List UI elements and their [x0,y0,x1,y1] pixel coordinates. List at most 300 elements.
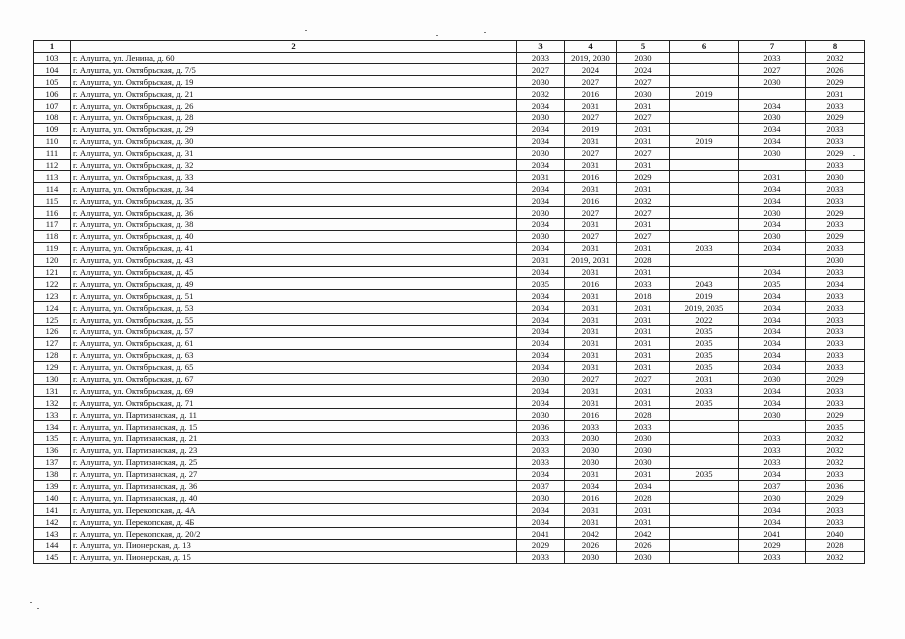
cell-col-3: 2033 [517,433,565,445]
cell-col-3: 2034 [517,468,565,480]
cell-col-5: 2031 [617,516,670,528]
table-row [34,409,865,421]
cell-row-number: 127 [34,337,71,349]
cell-col-6: 2019, 2035 [670,302,739,314]
cell-col-7: 2034 [739,218,806,230]
cell-col-4: 2027 [565,76,617,88]
cell-col-3: 2035 [517,278,565,290]
cell-col-4: 2031 [565,516,617,528]
cell-col-3: 2034 [517,361,565,373]
cell-col-7: 2034 [739,337,806,349]
cell-col-7: 2031 [739,171,806,183]
cell-col-3: 2034 [517,242,565,254]
cell-col-4: 2031 [565,290,617,302]
cell-col-6: 2019 [670,88,739,100]
cell-address: г. Алушта, ул. Октябрьская, д. 71 [71,397,517,409]
cell-row-number: 133 [34,409,71,421]
cell-col-8: 2029 [806,147,865,159]
cell-col-3: 2030 [517,147,565,159]
cell-col-8: 2033 [806,100,865,112]
cell-col-8: 2029 [806,409,865,421]
cell-row-number: 126 [34,325,71,337]
cell-col-8: 2033 [806,504,865,516]
cell-col-3: 2030 [517,230,565,242]
cell-col-8: 2033 [806,397,865,409]
table-row [34,373,865,385]
cell-col-6: 2031 [670,373,739,385]
table-row [34,325,865,337]
cell-col-5: 2031 [617,361,670,373]
cell-col-5: 2018 [617,290,670,302]
cell-col-5: 2030 [617,456,670,468]
cell-col-6 [670,230,739,242]
cell-address: г. Алушта, ул. Октябрьская, д. 49 [71,278,517,290]
cell-col-4: 2031 [565,468,617,480]
cell-col-5: 2027 [617,373,670,385]
cell-row-number: 138 [34,468,71,480]
cell-col-5: 2027 [617,230,670,242]
cell-col-8: 2033 [806,123,865,135]
scan-speck [853,155,855,156]
table-row [34,52,865,64]
table-row [34,444,865,456]
cell-col-7: 2037 [739,480,806,492]
cell-col-5: 2031 [617,397,670,409]
cell-col-3: 2030 [517,492,565,504]
cell-col-5: 2030 [617,551,670,563]
cell-col-8: 2033 [806,218,865,230]
cell-col-8: 2033 [806,349,865,361]
cell-col-5: 2030 [617,52,670,64]
cell-address: г. Алушта, ул. Октябрьская, д. 30 [71,135,517,147]
table-row [34,290,865,302]
cell-col-7 [739,254,806,266]
table-row [34,468,865,480]
cell-col-3: 2034 [517,123,565,135]
cell-address: г. Алушта, ул. Октябрьская, д. 21 [71,88,517,100]
table-row [34,480,865,492]
cell-address: г. Алушта, ул. Октябрьская, д. 61 [71,337,517,349]
cell-address: г. Алушта, ул. Октябрьская, д. 35 [71,195,517,207]
schedule-table [33,40,865,564]
cell-address: г. Алушта, ул. Октябрьская, д. 69 [71,385,517,397]
table-row [34,456,865,468]
cell-col-5: 2031 [617,159,670,171]
cell-row-number: 117 [34,218,71,230]
cell-col-7: 2034 [739,325,806,337]
cell-col-3: 2034 [517,397,565,409]
cell-col-8: 2033 [806,290,865,302]
table-row [34,88,865,100]
cell-row-number: 142 [34,516,71,528]
cell-col-7: 2034 [739,516,806,528]
cell-col-8: 2036 [806,480,865,492]
table-row [34,540,865,552]
cell-row-number: 140 [34,492,71,504]
cell-address: г. Алушта, ул. Октябрьская, д. 38 [71,218,517,230]
cell-col-8: 2029 [806,111,865,123]
scan-speck [436,35,438,36]
table-row [34,218,865,230]
cell-col-6 [670,207,739,219]
scan-speck [484,32,486,33]
cell-col-6 [670,147,739,159]
cell-col-5: 2030 [617,444,670,456]
cell-address: г. Алушта, ул. Перекопская, д. 4Б [71,516,517,528]
cell-col-7 [739,421,806,433]
cell-col-5: 2031 [617,183,670,195]
cell-col-4: 2024 [565,64,617,76]
cell-col-3: 2030 [517,207,565,219]
cell-col-4: 2030 [565,456,617,468]
cell-col-4: 2027 [565,230,617,242]
table-row [34,135,865,147]
cell-row-number: 144 [34,540,71,552]
cell-col-7: 2034 [739,100,806,112]
cell-col-8: 2033 [806,314,865,326]
cell-col-7: 2034 [739,361,806,373]
cell-col-8: 2033 [806,159,865,171]
cell-col-6 [670,254,739,266]
cell-col-4: 2016 [565,492,617,504]
cell-col-8: 2032 [806,456,865,468]
cell-row-number: 112 [34,159,71,171]
cell-col-3: 2034 [517,100,565,112]
table-row [34,171,865,183]
cell-col-3: 2041 [517,528,565,540]
table-row [34,337,865,349]
cell-row-number: 116 [34,207,71,219]
cell-row-number: 113 [34,171,71,183]
cell-col-7: 2030 [739,111,806,123]
cell-row-number: 120 [34,254,71,266]
cell-address: г. Алушта, ул. Партизанская, д. 25 [71,456,517,468]
cell-col-3: 2030 [517,76,565,88]
cell-address: г. Алушта, ул. Октябрьская, д. 55 [71,314,517,326]
cell-col-5: 2033 [617,278,670,290]
cell-col-8: 2034 [806,278,865,290]
cell-col-6 [670,492,739,504]
cell-col-5: 2031 [617,504,670,516]
cell-col-4: 2019, 2030 [565,52,617,64]
cell-col-7 [739,159,806,171]
cell-col-4: 2030 [565,433,617,445]
table-row [34,100,865,112]
scan-speck [305,30,307,31]
cell-col-8: 2029 [806,76,865,88]
table-row [34,504,865,516]
cell-col-6: 2033 [670,385,739,397]
cell-col-6 [670,183,739,195]
cell-col-6 [670,123,739,135]
cell-col-4: 2030 [565,444,617,456]
cell-address: г. Алушта, ул. Октябрьская, д. 43 [71,254,517,266]
cell-col-4: 2031 [565,325,617,337]
cell-row-number: 108 [34,111,71,123]
cell-col-4: 2016 [565,195,617,207]
cell-col-7: 2034 [739,302,806,314]
cell-col-3: 2034 [517,266,565,278]
cell-col-4: 2031 [565,302,617,314]
cell-col-8: 2033 [806,361,865,373]
cell-col-3: 2034 [517,516,565,528]
cell-col-6 [670,218,739,230]
cell-col-8: 2029 [806,373,865,385]
cell-col-8: 2032 [806,551,865,563]
column-header-2: 2 [71,41,517,53]
cell-row-number: 121 [34,266,71,278]
cell-col-7: 2034 [739,266,806,278]
column-header-3: 3 [517,41,565,53]
cell-address: г. Алушта, ул. Ленина, д. 60 [71,52,517,64]
cell-row-number: 124 [34,302,71,314]
column-header-5: 5 [617,41,670,53]
cell-col-8: 2033 [806,266,865,278]
table-row [34,551,865,563]
cell-col-4: 2031 [565,504,617,516]
cell-col-3: 2034 [517,325,565,337]
cell-col-5: 2030 [617,88,670,100]
cell-address: г. Алушта, ул. Партизанская, д. 21 [71,433,517,445]
column-header-1: 1 [34,41,71,53]
cell-col-5: 2031 [617,325,670,337]
cell-col-7: 2034 [739,468,806,480]
cell-col-8: 2033 [806,183,865,195]
cell-address: г. Алушта, ул. Перекопская, д. 20/2 [71,528,517,540]
cell-col-4: 2016 [565,278,617,290]
cell-row-number: 145 [34,551,71,563]
cell-col-8: 2040 [806,528,865,540]
cell-col-7: 2027 [739,64,806,76]
cell-col-4: 2031 [565,314,617,326]
cell-col-8: 2033 [806,385,865,397]
cell-col-8: 2030 [806,254,865,266]
cell-col-7: 2033 [739,444,806,456]
table-row [34,159,865,171]
cell-col-3: 2034 [517,314,565,326]
table-row [34,111,865,123]
cell-col-7: 2033 [739,433,806,445]
cell-col-7: 2030 [739,147,806,159]
cell-col-7: 2030 [739,230,806,242]
cell-address: г. Алушта, ул. Октябрьская, д. 26 [71,100,517,112]
cell-col-6: 2035 [670,361,739,373]
cell-address: г. Алушта, ул. Октябрьская, д. 7/5 [71,64,517,76]
cell-col-7: 2030 [739,492,806,504]
table-row [34,207,865,219]
cell-address: г. Алушта, ул. Октябрьская, д. 36 [71,207,517,219]
cell-col-4: 2016 [565,88,617,100]
table-body [34,52,865,563]
cell-row-number: 110 [34,135,71,147]
cell-row-number: 123 [34,290,71,302]
cell-col-4: 2016 [565,409,617,421]
cell-col-7: 2030 [739,207,806,219]
cell-col-6 [670,456,739,468]
cell-col-6 [670,159,739,171]
cell-col-5: 2027 [617,147,670,159]
table-row [34,266,865,278]
cell-col-4: 2042 [565,528,617,540]
cell-address: г. Алушта, ул. Перекопская, д. 4А [71,504,517,516]
cell-col-6 [670,100,739,112]
cell-col-5: 2031 [617,123,670,135]
cell-col-8: 2033 [806,516,865,528]
cell-col-5: 2031 [617,385,670,397]
cell-address: г. Алушта, ул. Партизанская, д. 23 [71,444,517,456]
cell-col-3: 2033 [517,551,565,563]
cell-col-5: 2031 [617,302,670,314]
cell-col-6 [670,266,739,278]
cell-col-8: 2032 [806,52,865,64]
scan-speck [37,608,39,609]
cell-row-number: 111 [34,147,71,159]
cell-col-3: 2034 [517,135,565,147]
cell-col-3: 2034 [517,504,565,516]
cell-col-4: 2034 [565,480,617,492]
cell-col-8: 2029 [806,230,865,242]
cell-col-5: 2030 [617,433,670,445]
cell-col-8: 2032 [806,444,865,456]
table-row [34,64,865,76]
cell-col-5: 2031 [617,242,670,254]
cell-col-5: 2031 [617,337,670,349]
column-header-8: 8 [806,41,865,53]
cell-col-4: 2027 [565,111,617,123]
cell-col-6: 2035 [670,468,739,480]
cell-address: г. Алушта, ул. Октябрьская, д. 40 [71,230,517,242]
cell-col-3: 2034 [517,159,565,171]
cell-col-6 [670,76,739,88]
cell-col-7: 2034 [739,123,806,135]
cell-col-3: 2034 [517,218,565,230]
cell-col-7 [739,88,806,100]
cell-col-4: 2026 [565,540,617,552]
cell-col-7: 2030 [739,373,806,385]
cell-col-7: 2033 [739,52,806,64]
table-row [34,516,865,528]
cell-col-4: 2031 [565,135,617,147]
cell-col-6 [670,195,739,207]
cell-col-8: 2031 [806,88,865,100]
cell-col-6 [670,64,739,76]
cell-col-5: 2034 [617,480,670,492]
cell-address: г. Алушта, ул. Партизанская, д. 36 [71,480,517,492]
cell-col-7: 2029 [739,540,806,552]
cell-row-number: 114 [34,183,71,195]
cell-col-3: 2029 [517,540,565,552]
table-row [34,76,865,88]
cell-col-5: 2031 [617,100,670,112]
table-row [34,397,865,409]
cell-col-3: 2032 [517,88,565,100]
cell-col-7: 2034 [739,135,806,147]
cell-col-3: 2034 [517,302,565,314]
cell-address: г. Алушта, ул. Партизанская, д. 11 [71,409,517,421]
cell-address: г. Алушта, ул. Партизанская, д. 27 [71,468,517,480]
cell-col-8: 2029 [806,207,865,219]
cell-col-5: 2031 [617,135,670,147]
cell-col-7: 2034 [739,397,806,409]
cell-address: г. Алушта, ул. Октябрьская, д. 51 [71,290,517,302]
cell-address: г. Алушта, ул. Октябрьская, д. 53 [71,302,517,314]
cell-row-number: 135 [34,433,71,445]
cell-address: г. Алушта, ул. Пионерская, д. 13 [71,540,517,552]
cell-row-number: 104 [34,64,71,76]
cell-col-4: 2031 [565,349,617,361]
cell-col-7: 2034 [739,349,806,361]
cell-col-4: 2030 [565,551,617,563]
cell-col-6 [670,171,739,183]
cell-col-6: 2019 [670,135,739,147]
cell-col-8: 2028 [806,540,865,552]
cell-col-5: 2027 [617,76,670,88]
cell-col-8: 2033 [806,468,865,480]
cell-col-5: 2032 [617,195,670,207]
cell-row-number: 137 [34,456,71,468]
cell-row-number: 109 [34,123,71,135]
cell-col-8: 2033 [806,337,865,349]
cell-col-6: 2035 [670,349,739,361]
column-header-6: 6 [670,41,739,53]
table-row [34,254,865,266]
cell-address: г. Алушта, ул. Пионерская, д. 15 [71,551,517,563]
cell-row-number: 134 [34,421,71,433]
cell-col-5: 2029 [617,171,670,183]
cell-address: г. Алушта, ул. Октябрьская, д. 33 [71,171,517,183]
cell-col-4: 2031 [565,385,617,397]
cell-col-4: 2031 [565,242,617,254]
table-row [34,492,865,504]
cell-col-6 [670,111,739,123]
cell-col-4: 2031 [565,397,617,409]
cell-address: г. Алушта, ул. Октябрьская, д. 65 [71,361,517,373]
cell-col-4: 2031 [565,183,617,195]
cell-col-4: 2016 [565,171,617,183]
column-header-7: 7 [739,41,806,53]
cell-col-3: 2034 [517,337,565,349]
cell-row-number: 139 [34,480,71,492]
cell-col-6: 2019 [670,290,739,302]
cell-col-4: 2031 [565,218,617,230]
cell-address: г. Алушта, ул. Октябрьская, д. 41 [71,242,517,254]
cell-col-7: 2033 [739,456,806,468]
table-row [34,147,865,159]
cell-col-6 [670,540,739,552]
cell-col-5: 2031 [617,468,670,480]
cell-col-7: 2041 [739,528,806,540]
table-row [34,123,865,135]
cell-col-3: 2027 [517,64,565,76]
cell-col-3: 2030 [517,373,565,385]
cell-col-3: 2031 [517,171,565,183]
cell-col-5: 2028 [617,409,670,421]
cell-col-7: 2034 [739,290,806,302]
cell-col-7: 2034 [739,504,806,516]
cell-col-8: 2035 [806,421,865,433]
cell-col-5: 2027 [617,111,670,123]
cell-col-6 [670,504,739,516]
cell-row-number: 129 [34,361,71,373]
cell-col-4: 2027 [565,147,617,159]
cell-col-4: 2031 [565,266,617,278]
table-row [34,528,865,540]
cell-col-3: 2033 [517,444,565,456]
table-row [34,278,865,290]
cell-col-4: 2031 [565,100,617,112]
cell-row-number: 132 [34,397,71,409]
cell-address: г. Алушта, ул. Партизанская, д. 40 [71,492,517,504]
